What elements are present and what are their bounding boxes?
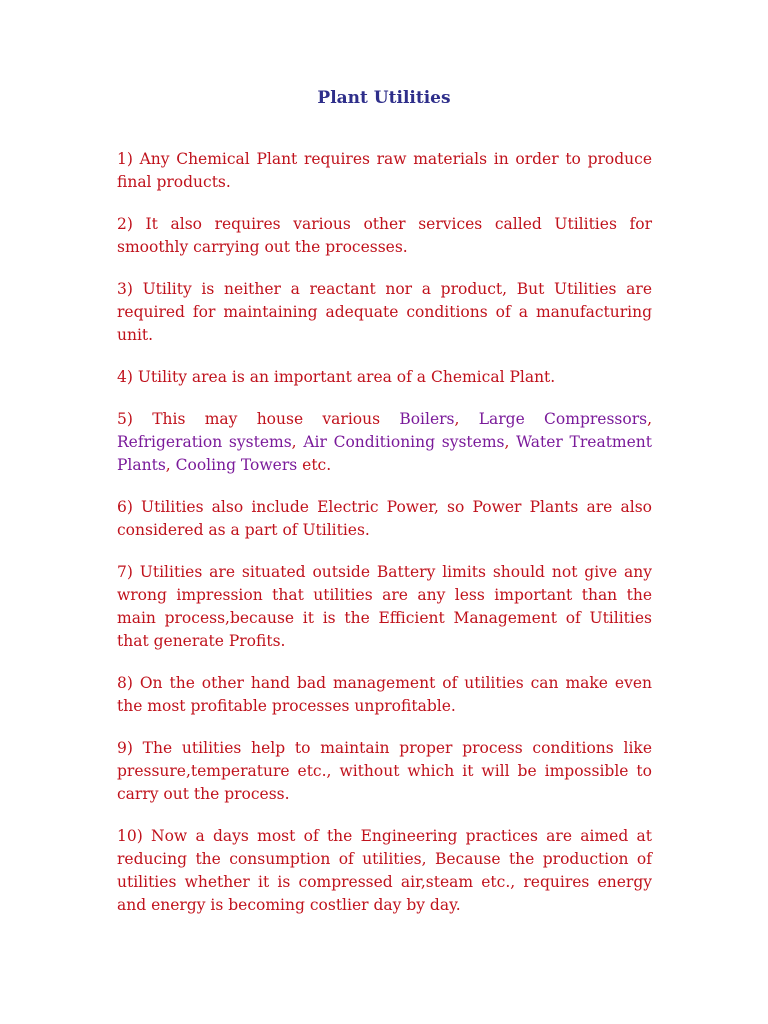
- point-5-suffix: etc.: [302, 456, 332, 474]
- separator: ,: [165, 456, 176, 474]
- point-2: 2) It also requires various other services called Utilities for smoothly carrying out the processes.: [117, 215, 652, 256]
- separator: ,: [647, 410, 652, 428]
- separator: ,: [291, 433, 304, 451]
- point-5: [117, 408, 652, 477]
- utility-item: Water Treatment Plants: [117, 433, 653, 474]
- document-body: [117, 148, 652, 936]
- point-10: 10) Now a days most of the Engineering practices are aimed at reducing the consumption of utilities, Because the production of utilities whether it is compressed air,steam etc., requires energy and energy is becoming costlier day by day.: [117, 827, 652, 914]
- utility-item: Cooling Towers: [175, 456, 298, 474]
- page-title: Plant Utilities: [317, 88, 451, 108]
- point-8: 8) On the other hand bad management of utilities can make even the most profitable processes unprofitable.: [117, 674, 652, 715]
- point-7: 7) Utilities are situated outside Battery limits should not give any wrong impression that utilities are any less important than the main process,because it is the Efficient Management of Utilities that generate Profits.: [117, 563, 652, 650]
- utility-item: Refrigeration systems: [117, 433, 292, 451]
- point-6: 6) Utilities also include Electric Power, so Power Plants are also considered as a part of Utilities.: [117, 498, 652, 539]
- point-4: 4) Utility area is an important area of a Chemical Plant.: [117, 368, 556, 386]
- utility-item: Large Compressors: [478, 410, 648, 428]
- point-3: 3) Utility is neither a reactant nor a product, But Utilities are required for maintaining adequate conditions of a manufacturing unit.: [117, 280, 652, 344]
- point-5-prefix: 5) This may house various: [117, 410, 400, 428]
- point-1: 1) Any Chemical Plant requires raw materials in order to produce final products.: [117, 150, 652, 191]
- separator: ,: [504, 433, 517, 451]
- point-9: 9) The utilities help to maintain proper process conditions like pressure,temperature etc., without which it will be impossible to carry out the process.: [117, 739, 652, 803]
- separator: ,: [454, 410, 479, 428]
- utility-item: Boilers: [399, 410, 455, 428]
- utility-item: Air Conditioning systems: [303, 433, 505, 451]
